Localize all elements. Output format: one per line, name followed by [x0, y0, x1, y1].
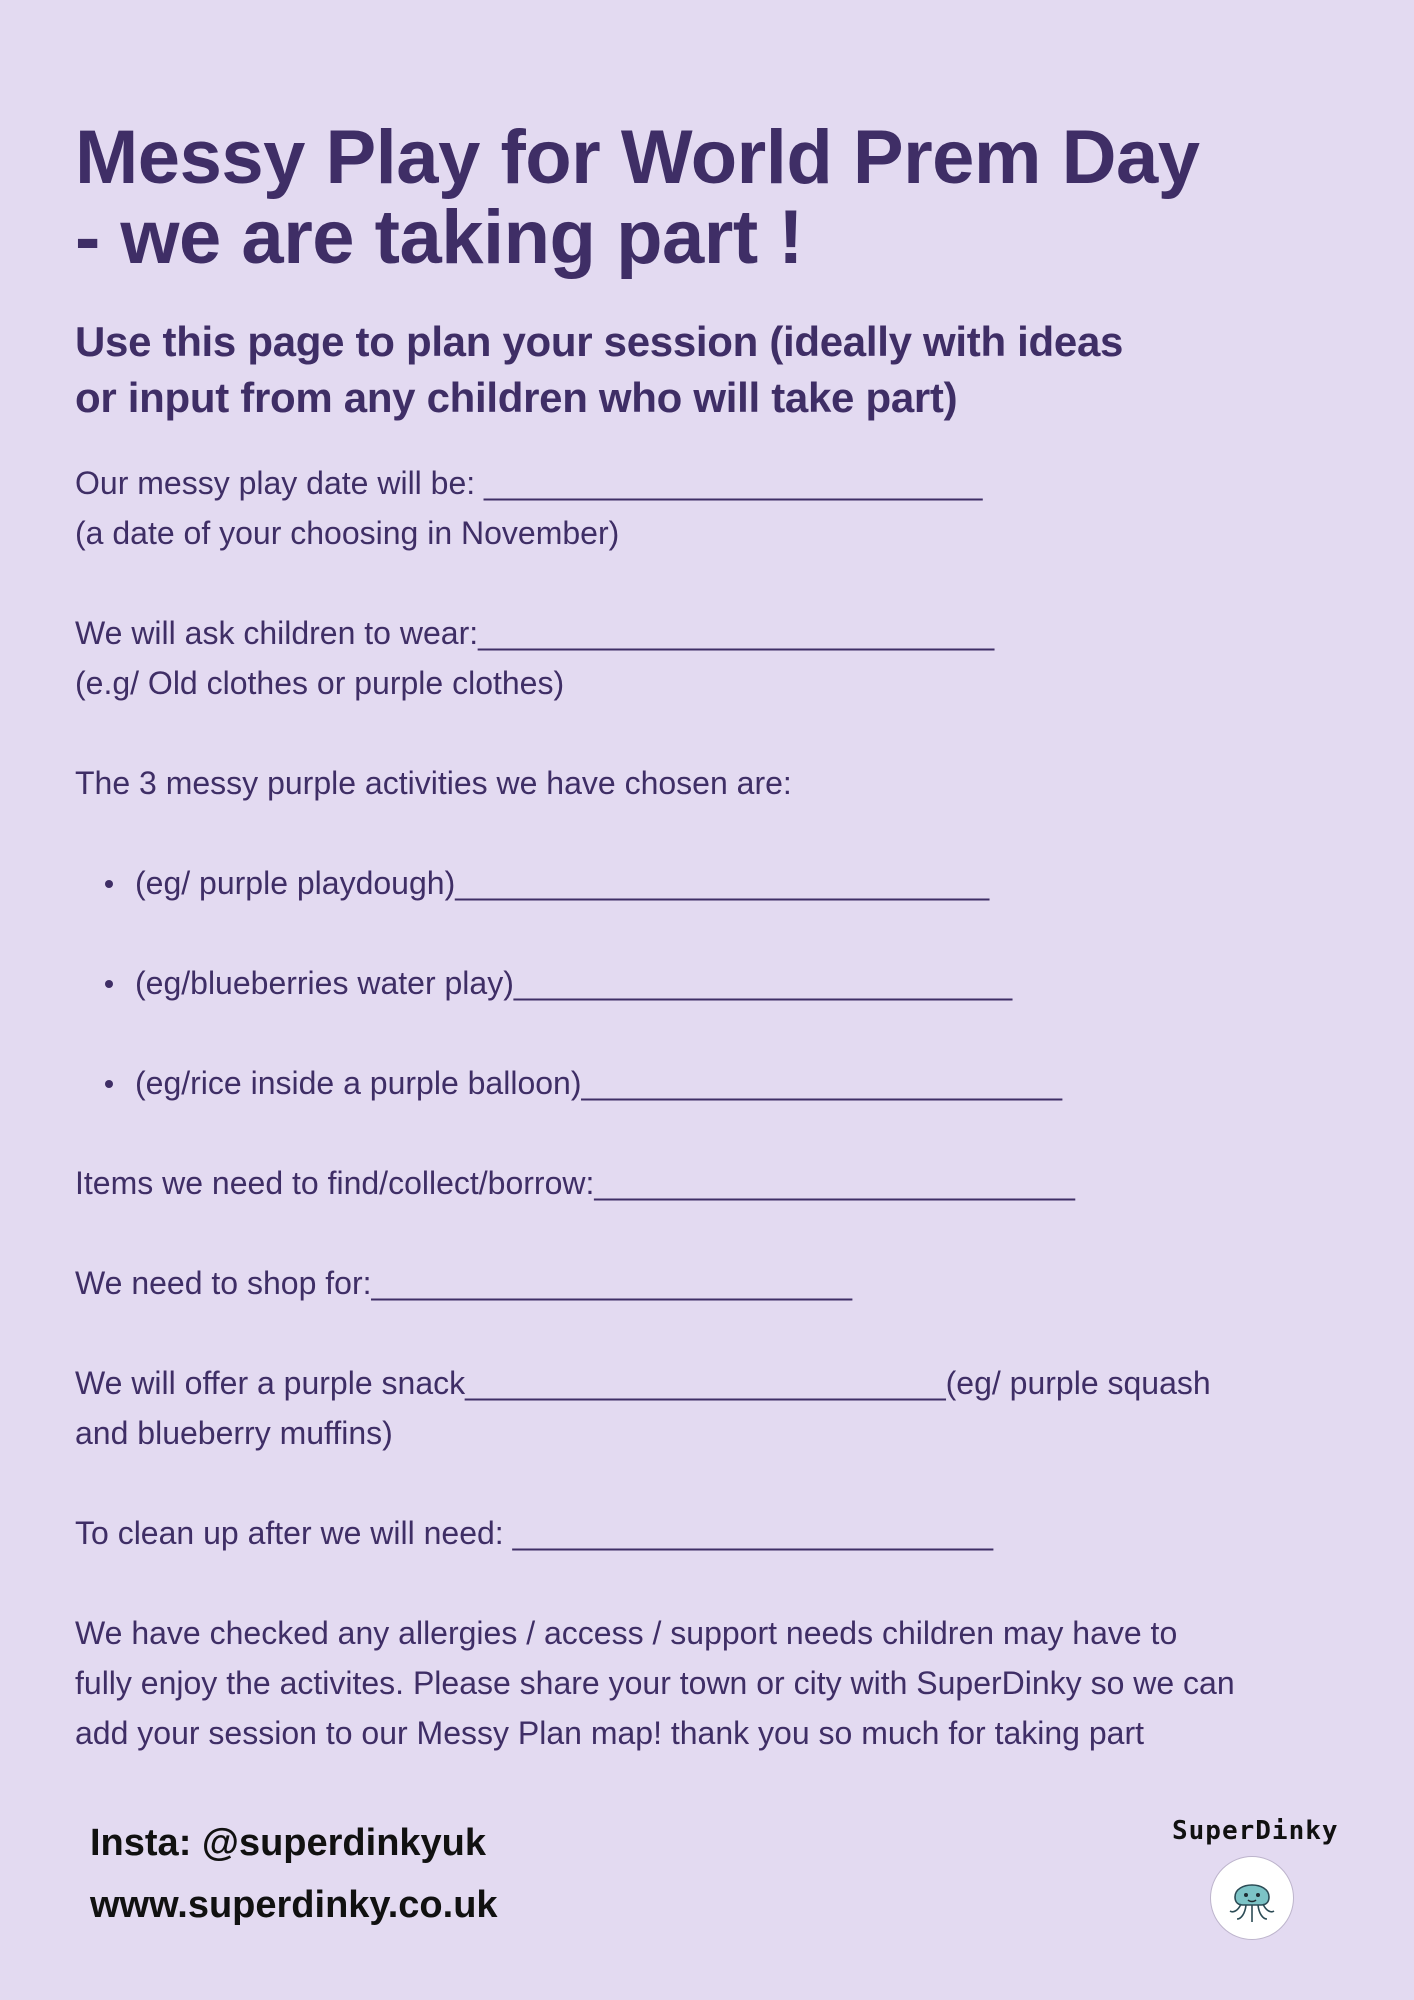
shop-line: We need to shop for:___________________________	[75, 1265, 852, 1301]
subtitle-line-2: or input from any children who will take part)	[75, 374, 958, 421]
page-title	[75, 115, 1355, 280]
closing-line-2: fully enjoy the activites. Please share your town or city with SuperDinky so we can	[75, 1665, 1235, 1701]
brand-logo	[1210, 1856, 1294, 1940]
snack-line-1: We will offer a purple snack___________________________(eg/ purple squash	[75, 1365, 1211, 1401]
brand-name: SuperDinky	[1172, 1816, 1339, 1846]
title-line-2: - we are taking part !	[75, 195, 804, 280]
list-item: (eg/blueberries water play)____________________________	[135, 958, 1355, 1008]
snack-section	[75, 1358, 1355, 1458]
cleanup-section	[75, 1508, 1355, 1558]
page-subtitle	[75, 314, 1355, 426]
date-note: (a date of your choosing in November)	[75, 515, 620, 551]
shop-section	[75, 1258, 1355, 1308]
snack-line-2: and blueberry muffins)	[75, 1415, 393, 1451]
closing-section	[75, 1608, 1355, 1758]
wear-section	[75, 608, 1355, 708]
items-line: Items we need to find/collect/borrow:___________________________	[75, 1165, 1075, 1201]
subtitle-line-1: Use this page to plan your session (ideally with ideas	[75, 318, 1124, 365]
wear-note: (e.g/ Old clothes or purple clothes)	[75, 665, 565, 701]
insta-handle: Insta: @superdinkyuk	[90, 1822, 487, 1864]
cleanup-line: To clean up after we will need: ___________________________	[75, 1515, 994, 1551]
activities-intro: The 3 messy purple activities we have chosen are:	[75, 765, 792, 801]
closing-line-3: add your session to our Messy Plan map! thank you so much for taking part	[75, 1715, 1144, 1751]
closing-line-1: We have checked any allergies / access / support needs children may have to	[75, 1615, 1178, 1651]
octopus-icon	[1221, 1867, 1283, 1929]
list-item: (eg/ purple playdough)______________________________	[135, 858, 1355, 908]
activities-list	[75, 858, 1355, 1108]
wear-line: We will ask children to wear:_____________________________	[75, 615, 995, 651]
list-item: (eg/rice inside a purple balloon)___________________________	[135, 1058, 1355, 1108]
date-section	[75, 458, 1355, 558]
items-section	[75, 1158, 1355, 1208]
planning-page	[75, 115, 1355, 1758]
date-line: Our messy play date will be: ____________________________	[75, 465, 983, 501]
footer-contact	[90, 1812, 498, 1936]
website-link[interactable]: www.superdinky.co.uk	[90, 1884, 498, 1926]
brand-block	[1172, 1816, 1339, 1940]
title-line-1: Messy Play for World Prem Day	[75, 115, 1200, 200]
activities-section	[75, 758, 1355, 1108]
